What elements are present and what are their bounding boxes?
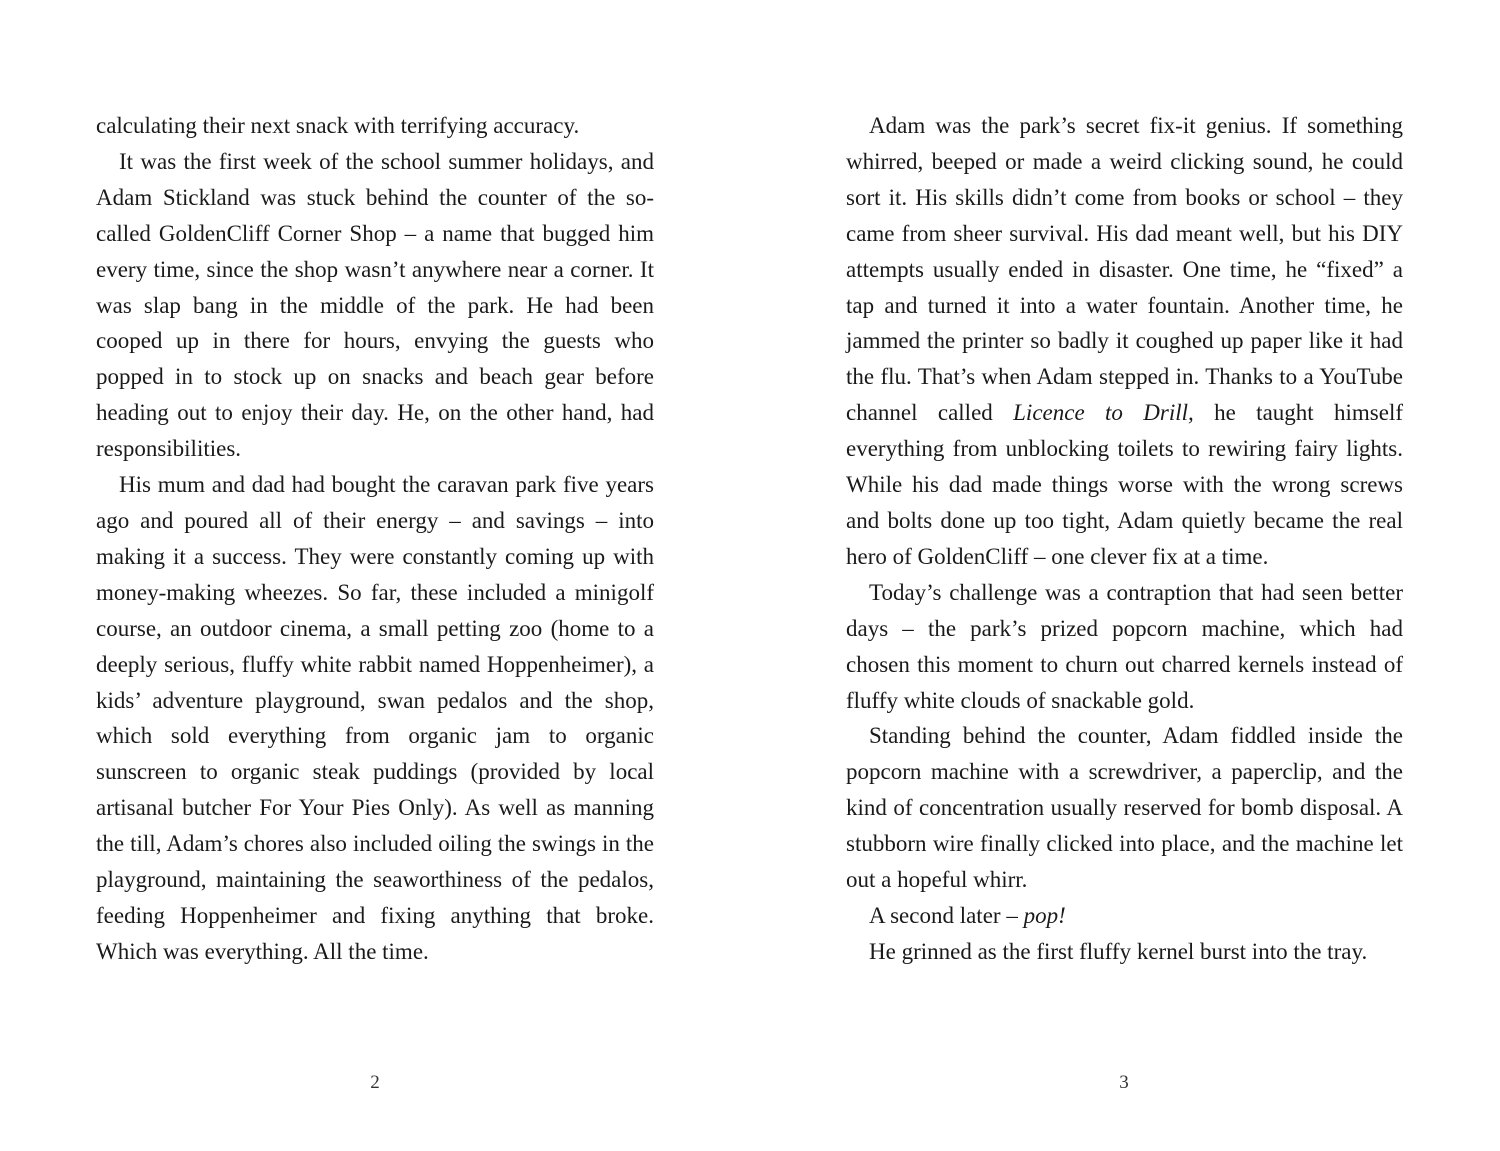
paragraph (846, 108, 1403, 575)
paragraph: Today’s challenge was a contraption that had seen better days – the park’s prized popcorn machine, which had chosen this moment to churn out charred kernels instead of fluffy white clouds of snackable gold. (846, 579, 1403, 713)
paragraph: He grinned as the first fluffy kernel burst into the tray. (869, 938, 1368, 964)
paragraph-text: he taught himself everything from unblocking toilets to rewiring fairy lights. While his dad made things worse with the wrong screws and bolts done up too tight, Adam quietly became the real hero of GoldenCliff – one clever fix at a time. (846, 400, 1404, 569)
paragraph (846, 898, 1403, 934)
paragraph: Standing behind the counter, Adam fiddled inside the popcorn machine with a screwdriver, a paperclip, and the kind of concentration usually reserved for bomb disposal. A stubborn wire finally clicked into place, and the machine let out a hopeful whirr. (846, 723, 1403, 893)
italic-title: Licence to Drill, (1013, 400, 1194, 426)
right-page (750, 0, 1500, 1151)
page-number: 2 (370, 1072, 380, 1093)
paragraph-text: Adam was the park’s secret fix-it genius. If something whirred, beeped or made a weird clicking sound, he could sort it. His skills didn’t come from books or school – they came from sheer survival. His dad meant well, but his DIY attempts usually ended in disaster. One time, he “fixed” a tap and turned it into a water fountain. Another time, he jammed the printer so badly it coughed up paper like it had the flu. That’s when Adam stepped in. Thanks to a YouTube channel called (846, 113, 1403, 426)
left-page-text (96, 108, 654, 970)
paragraph: His mum and dad had bought the caravan park five years ago and poured all of their energy – and savings – into making it a success. They were constantly coming up with money-making wheezes. So far, these included a minigolf course, an outdoor cinema, a small petting zoo (home to a deeply serious, fluffy white rabbit named Hoppenheimer), a kids’ adventure playground, swan pedalos and the shop, which sold everything from organic jam to organic sunscreen to organic steak puddings (provided by local artisanal butcher For Your Pies Only). As well as manning the till, Adam’s chores also included oiling the swings in the playground, maintaining the seaworthiness of the pedalos, feeding Hoppenheimer and fixing anything that broke. Which was everything. All the time. (96, 472, 654, 964)
page-number: 3 (1119, 1072, 1129, 1093)
paragraph: It was the first week of the school summer holidays, and Adam Stickland was stuck behind the counter of the so-called GoldenCliff Corner Shop – a name that bugged him every time, since the shop wasn’t anywhere near a corner. It was slap bang in the middle of the park. He had been cooped up in there for hours, envying the guests who popped in to stock up on snacks and beach gear before heading out to enjoy their day. He, on the other hand, had responsibilities. (96, 148, 654, 462)
italic-sound: pop! (1023, 902, 1066, 928)
paragraph: calculating their next snack with terrifying accuracy. (96, 113, 580, 138)
right-page-text (846, 108, 1403, 970)
paragraph-text: A second later – (869, 902, 1024, 928)
